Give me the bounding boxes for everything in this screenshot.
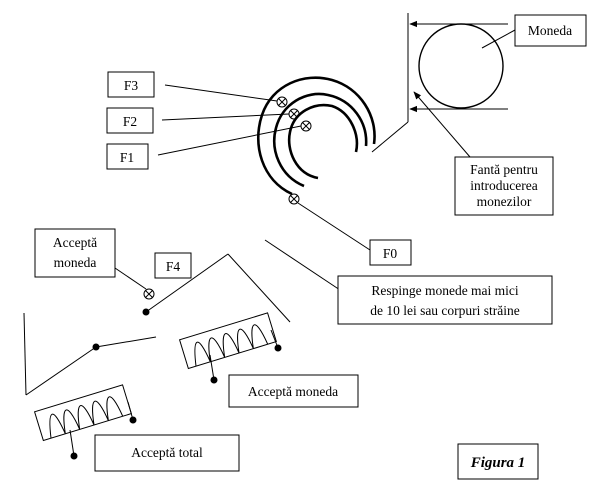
solenoid-upper-dot-2 [275, 345, 282, 352]
slot-label-leader [414, 92, 470, 157]
slot-label-line3: monezilor [476, 194, 532, 209]
sensor-f2-icon [289, 109, 299, 119]
solenoid-upper-lead [210, 355, 214, 380]
solenoid-lower-dot-1 [71, 453, 78, 460]
chute-floor [26, 347, 96, 395]
accept-total-group [24, 313, 239, 471]
slot-label-line1: Fantă pentru [470, 162, 538, 177]
chute-wall [24, 313, 26, 395]
f2-label: F2 [122, 114, 138, 129]
solenoid-lower [35, 385, 132, 441]
slot-label-line2: introducerea [470, 178, 538, 193]
reject-label-line2: de 10 lei sau corpuri străine [370, 303, 520, 318]
accept-coin-2-label: Acceptă moneda [247, 384, 339, 399]
reject-leader [265, 240, 340, 290]
f2-leader [162, 114, 289, 120]
sensor-f3-icon [277, 97, 287, 107]
sensor-f0-icon [289, 194, 299, 204]
slot-chute [372, 122, 408, 152]
f0-leader [298, 203, 370, 250]
solenoid-lower-dot-2 [130, 417, 137, 424]
solenoid-upper-dot-1 [211, 377, 218, 384]
accept-gate-group [35, 229, 290, 322]
solenoid-upper [180, 313, 277, 369]
coin-slot-group [372, 13, 586, 215]
accept-coin-label-line1: Acceptă [52, 235, 98, 250]
accept-coin-label-line2: moneda [53, 255, 97, 270]
spiral-inner [289, 105, 357, 178]
gate-side [228, 254, 290, 322]
accept-total-label: Acceptă total [131, 445, 203, 460]
accept-coin-leader [115, 268, 146, 289]
f1-label: F1 [119, 150, 135, 165]
gate-pivot-dot [143, 309, 150, 316]
sensor-f1-icon [301, 121, 311, 131]
spiral-track [107, 72, 411, 265]
solenoid-lower-lead [70, 430, 74, 456]
f3-label: F3 [123, 78, 139, 93]
figure-caption: Figura 1 [470, 455, 526, 471]
accept-coin-solenoid-group [180, 313, 358, 407]
reject-label-line1: Respinge monede mai mici [371, 283, 519, 298]
f1-leader [158, 126, 301, 155]
f0-label: F0 [382, 246, 398, 261]
f3-leader [165, 85, 277, 101]
chute-pivot-dot [93, 344, 100, 351]
f4-label: F4 [165, 259, 181, 274]
sensor-f4-icon [144, 289, 154, 299]
chute-ramp [96, 337, 156, 347]
moneda-label: Moneda [527, 23, 573, 38]
coin-circle [419, 24, 503, 108]
